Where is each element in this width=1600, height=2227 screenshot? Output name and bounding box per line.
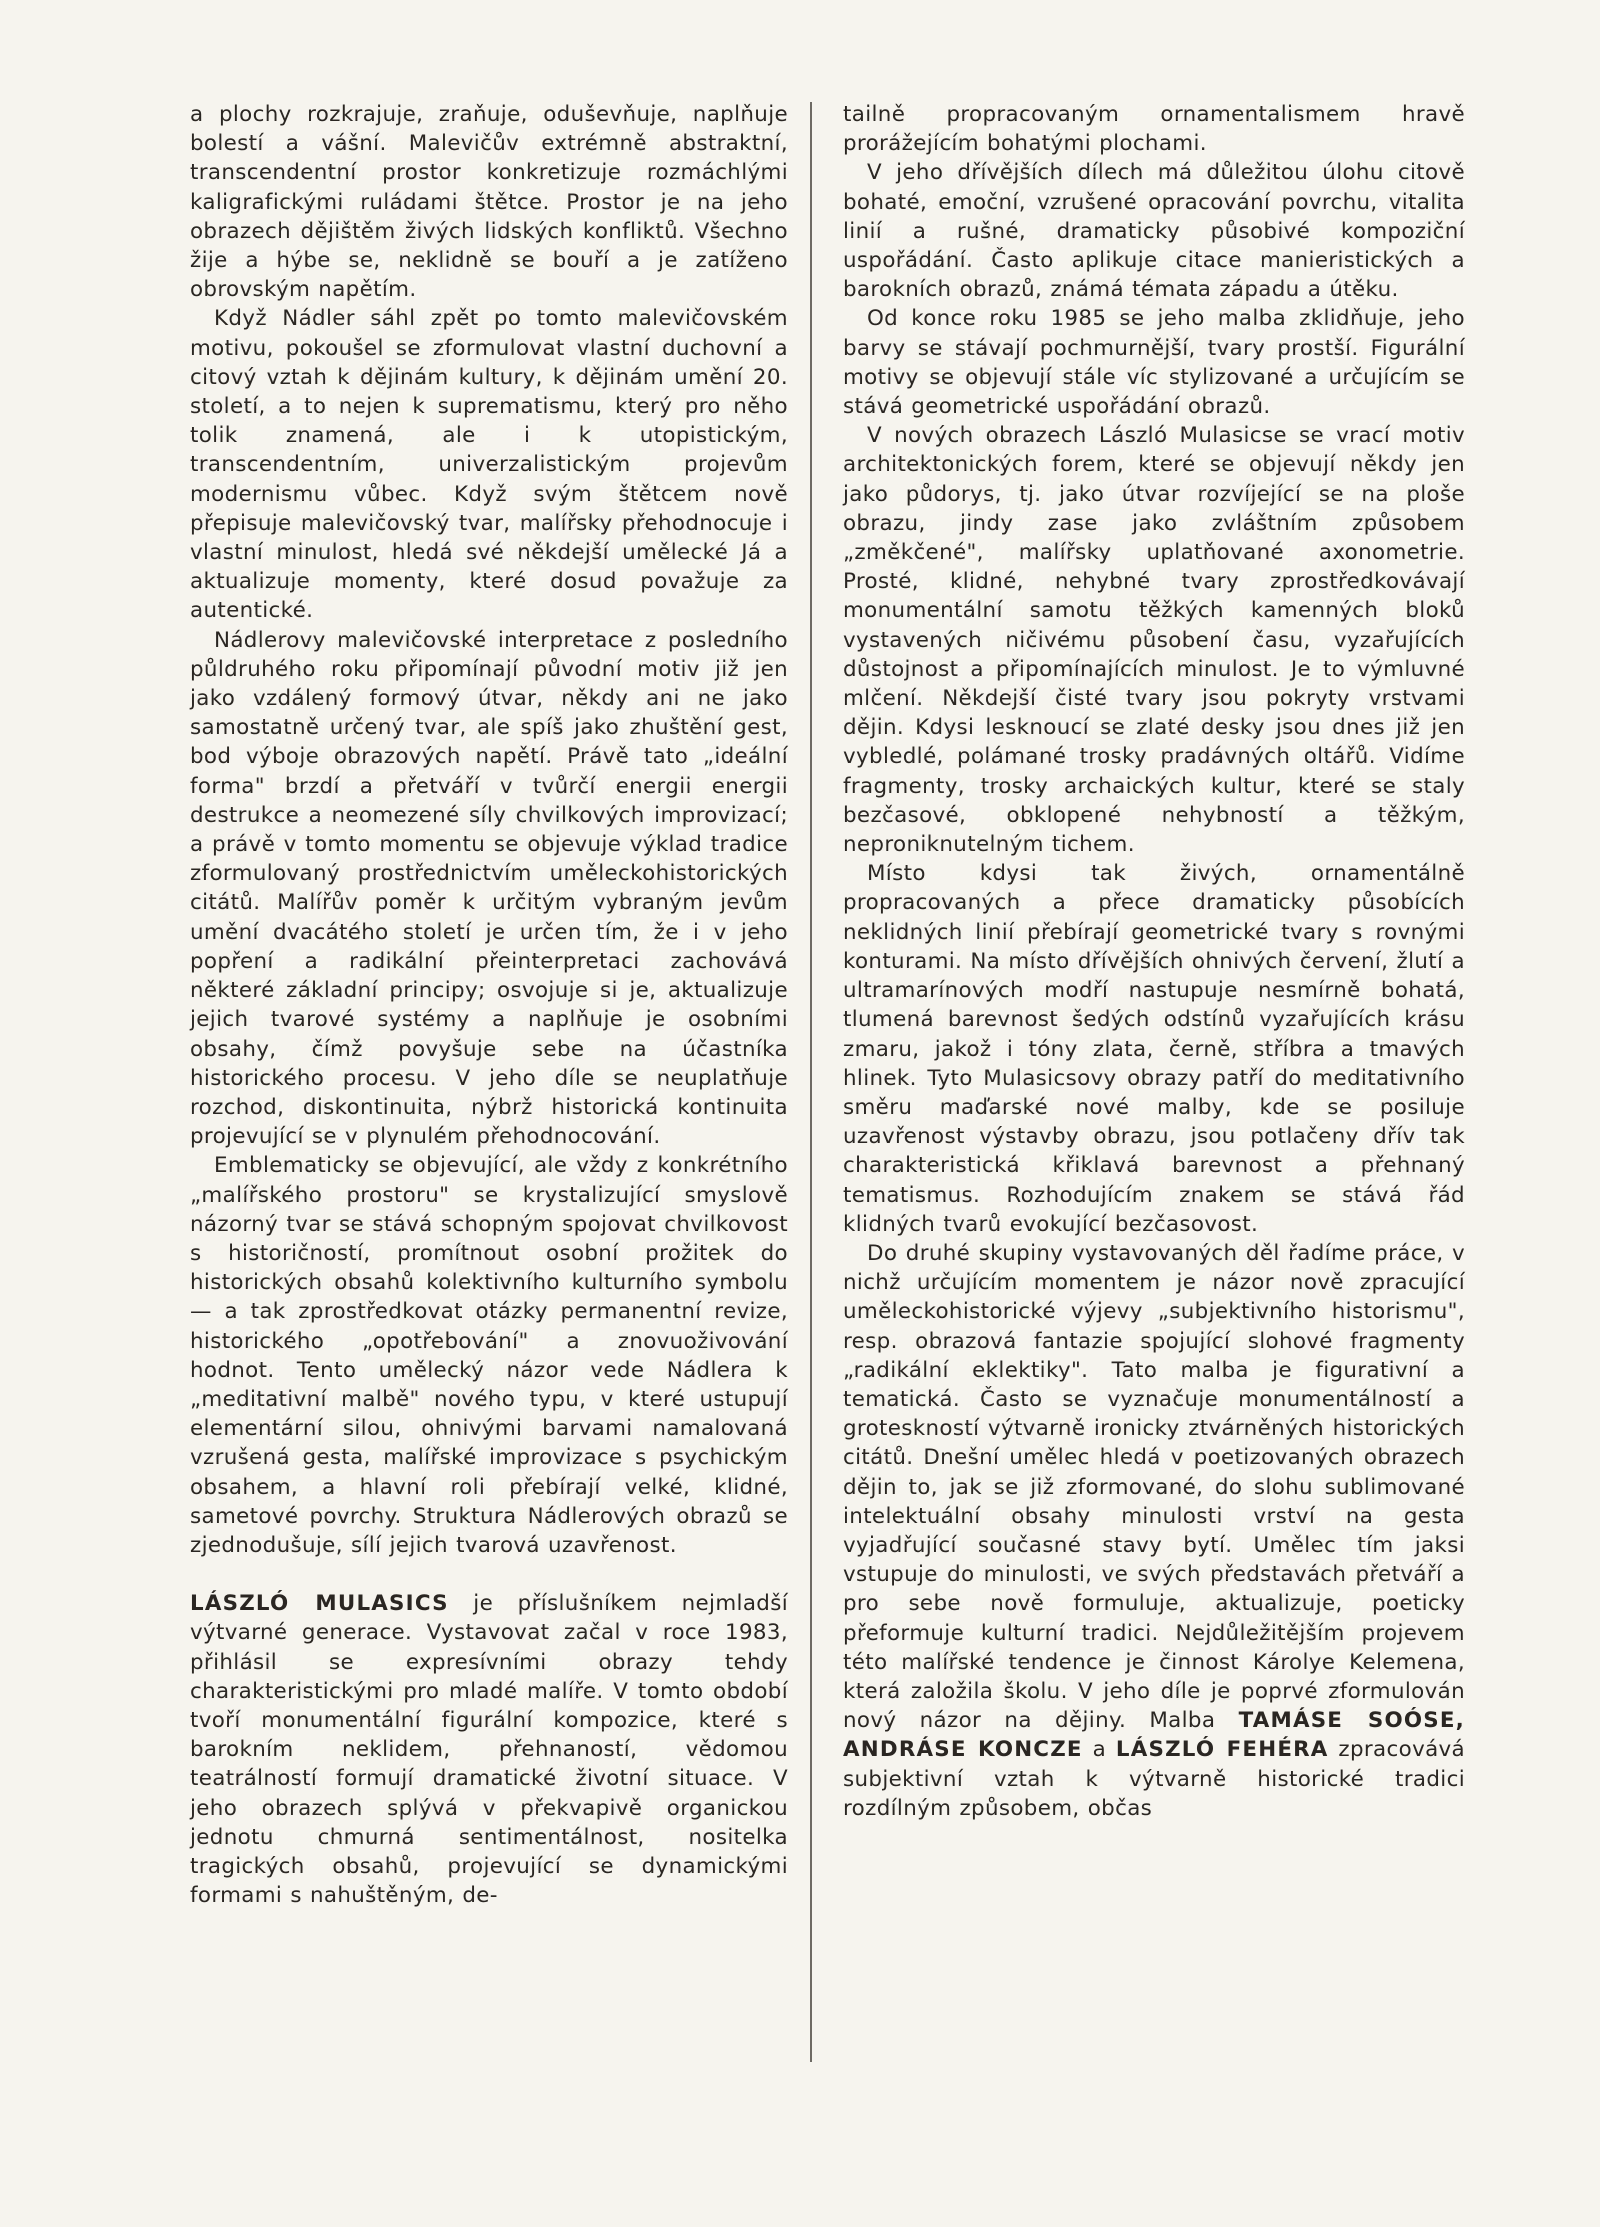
artist-name: LÁSZLÓ MULASICS xyxy=(190,1591,449,1617)
artist-names: TAMÁSE SOÓSE, ANDRÁSE KONCZE xyxy=(843,1708,1466,1763)
artist-name: LÁSZLÓ FEHÉRA xyxy=(1115,1737,1329,1763)
paragraph-text: je příslušníkem nejmladší výtvarné generace. Vystavovat začal v roce 1983, přihlásil se expresívními obrazy tehdy charakteristickými pro mladé malíře. V tomto období tvoří monumentální figurální kompozice, které s barokním neklidem, přehnaností, vědomou teatrálností formují dramatické životní situace. V jeho obrazech splývá v překvapivě organickou jednotu chmurná sentimentálnost, nositelka tragických obsahů, projevující se dynamickými formami s nahuštěným, de- xyxy=(190,1591,788,1909)
paragraph-mulasics xyxy=(190,1589,788,1910)
paragraph: V nových obrazech László Mulasicse se vrací motiv architektonických forem, které se objevují někdy jen jako půdorys, tj. jako útvar rozvíjející se na ploše obrazu, jindy zase jako zvláštním způsobem „změkčené", malířsky uplatňované axonometrie. Prosté, klidné, nehybné tvary zprostředkovávají monumentální samotu těžkých kamenných bloků vystavených ničivému působení času, vyzařujících důstojnost a připomínajících minulost. Je to výmluvné mlčení. Někdejší čisté tvary jsou pokryty vrstvami dějin. Kdysi lesknoucí se zlaté desky jsou dnes již jen vybledlé, polámané trosky pradávných oltářů. Vidíme fragmenty, trosky archaických kultur, které se staly bezčasové, obklopené nehybností a těžkým, neproniknutelným tichem. xyxy=(843,423,1465,858)
paragraph: V jeho dřívějších dílech má důležitou úlohu citově bohaté, emoční, vzrušené opracování povrchu, vitalita linií a rušné, dramaticky působivé kompoziční uspořádání. Často aplikuje citace manieristických a barokních obrazů, známá témata západu a útěku. xyxy=(843,160,1465,303)
paragraph: Nádlerovy malevičovské interpretace z posledního půldruhého roku připomínají původní motiv již jen jako vzdálený formový útvar, někdy ani ne jako samostatně určený tvar, ale spíš jako zhuštění gest, bod výboje obrazových napětí. Právě tato „ideální forma" brzdí a přetváří v tvůrčí energii energii destrukce a neomezené síly chvilkových improvizací; a právě v tomto momentu se objevuje výklad tradice zformulovaný prostřednictvím uměleckohistorických citátů. Malířův poměr k určitým vybraným jevům umění dvacátého století je určen tím, že i v jeho popření a radikální přeinterpretaci zachovává některé základní principy; osvojuje si je, aktualizuje jejich tvarové systémy a naplňuje je osobními obsahy, čímž povyšuje sebe na účastníka historického procesu. V jeho díle se neuplatňuje rozchod, diskontinuita, nýbrž historická kontinuita projevující se v plynulém přehodnocování. xyxy=(190,627,788,1150)
right-column xyxy=(843,100,1465,1823)
paragraph-text: zpracovává subjektivní vztah k výtvarně historické tradici rozdílným způsobem, občas xyxy=(843,1737,1465,1821)
paragraph-text: Do druhé skupiny vystavovaných děl řadíme práce, v nichž určujícím momentem je názor nově zpracující uměleckohistorické výjevy „subjektivního historismu", resp. obrazová fantazie spojující slohové fragmenty „radikální eklektiky". Tato malba je figurativní a tematická. Často se vyznačuje monumentálností a groteskností výtvarně ironicky ztvárněných historických citátů. Dnešní umělec hledá v poetizovaných obrazech dějin to, jak se již zformované, do slohu sublimované intelektuální obsahy minulosti vrství na gesta vyjadřující současné stavy bytí. Umělec tím jaksi vstupuje do minulosti, ve svých představách přetváří a pro sebe nově formuluje, aktualizuje, poeticky přeformuje kulturní tradici. Nejdůležitějším projevem této malířské tendence je činnost Károlye Kelemena, která založila školu. V jeho díle je poprvé zformulován nový názor na dějiny. Malba xyxy=(843,1240,1465,1734)
paragraph xyxy=(843,1239,1465,1823)
column-divider xyxy=(810,102,812,2062)
paragraph: Emblematicky se objevující, ale vždy z konkrétního „malířského prostoru" se krystalizující smyslově názorný tvar se stává schopným spojovat chvilkovost s historičností, promítnout osobní prožitek do historických obsahů kolektivního kulturního symbolu — a tak zprostředkovat otázky permanentní revize, historického „opotřebování" a znovuoživování hodnot. Tento umělecký názor vede Nádlera k „meditativní malbě" nového typu, v které ustupují elementární silou, ohnivými barvami namalovaná vzrušená gesta, malířské improvizace s psychickým obsahem, a hlavní roli přebírají velké, klidné, sametové povrchy. Struktura Nádlerových obrazů se zjednodušuje, sílí jejich tvarová uzavřenost. xyxy=(190,1153,788,1558)
paragraph: a plochy rozkrajuje, zraňuje, oduševňuje, naplňuje bolestí a vášní. Malevičův extrémně abstraktní, transcendentní prostor konkretizuje rozmáchlými kaligrafickými ruládami štětce. Prostor je na jeho obrazech dějištěm živých lidských konfliktů. Všechno žije a hýbe se, neklidně se bouří a je zatíženo obrovským napětím. xyxy=(190,102,788,303)
paragraph: Místo kdysi tak živých, ornamentálně propracovaných a přece dramaticky působících neklidných linií přebírají geometrické tvary s rovnými konturami. Na místo dřívějších ohnivých červení, žlutí a ultramarínových modří nastupuje nesmírně bohatá, tlumená barevnost šedých odstínů vyzařujících krásu zmaru, jakož i tóny zlata, černě, stříbra a tmavých hlinek. Tyto Mulasicsovy obrazy patří do meditativního směru maďarské nové malby, kde se posiluje uzavřenost výstavby obrazu, jsou potlačeny dřív tak charakteristická křiklavá barevnost a přehnaný tematismus. Rozhodujícím znakem se stává řád klidných tvarů evokující bezčasovost. xyxy=(843,861,1465,1237)
left-column xyxy=(190,100,788,1910)
paragraph: tailně propracovaným ornamentalismem hravě prorážejícím bohatými plochami. xyxy=(843,102,1465,157)
paragraph: Od konce roku 1985 se jeho malba zklidňuje, jeho barvy se stávají pochmurnější, tvary prostší. Figurální motivy se objevují stále víc stylizované a určujícím se stává geometrické uspořádání obrazů. xyxy=(843,306,1465,420)
paragraph: Když Nádler sáhl zpět po tomto malevičovském motivu, pokoušel se zformulovat vlastní duchovní a citový vztah k dějinám kultury, k dějinám umění 20. století, a to nejen k suprematismu, který pro něho tolik znamená, ale i k utopistickým, transcendentním, univerzalistickým projevům modernismu vůbec. Když svým štětcem nově přepisuje malevičovský tvar, malířsky přehodnocuje i vlastní minulost, hledá své někdejší umělecké Já a aktualizuje momenty, které dosud považuje za autentické. xyxy=(190,306,788,624)
paragraph-text: a xyxy=(1082,1737,1116,1763)
